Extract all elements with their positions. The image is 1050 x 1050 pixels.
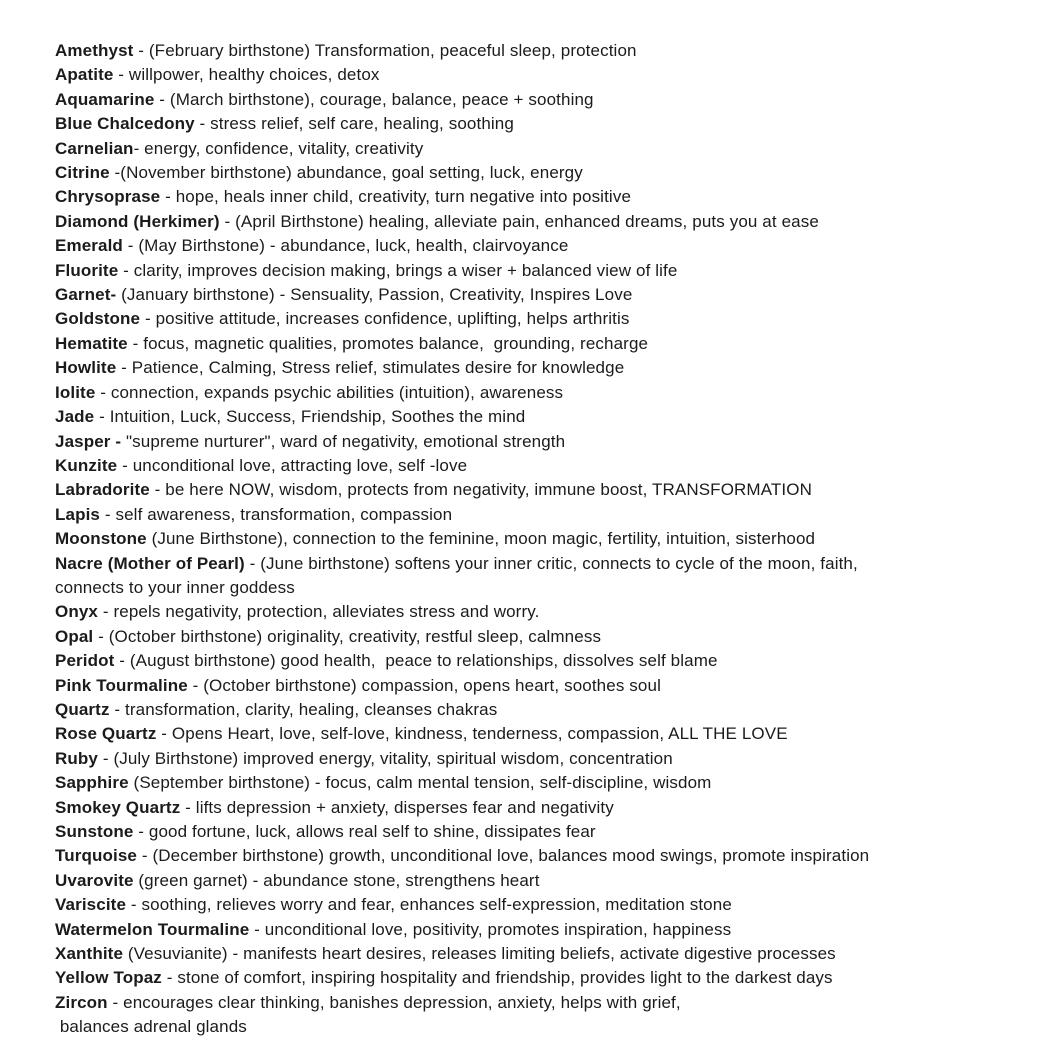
stone-description: - (June birthstone) softens your inner critic, connects to cycle of the moon, faith, connects to your inner goddess (55, 553, 858, 597)
stone-name: Watermelon Tourmaline (55, 919, 250, 939)
stone-name: Citrine (55, 163, 110, 183)
list-item (55, 283, 1010, 307)
list-item (55, 649, 1010, 673)
stone-name: Lapis (55, 504, 101, 524)
stone-description: - unconditional love, attracting love, self -love (117, 455, 468, 475)
list-item (55, 942, 1010, 966)
stone-description: - self awareness, transformation, compassion (100, 504, 453, 524)
list-item (55, 356, 1010, 380)
stone-description: - willpower, healthy choices, detox (113, 65, 380, 85)
stone-name: Goldstone (55, 309, 141, 329)
stone-description: - connection, expands psychic abilities (intuition), awareness (95, 382, 564, 402)
list-item (55, 161, 1010, 185)
stone-description: - stress relief, self care, healing, soothing (194, 114, 514, 134)
list-item (55, 552, 1010, 601)
stone-description: - focus, magnetic qualities, promotes balance, grounding, recharge (127, 333, 649, 353)
stone-name: Amethyst (55, 41, 134, 60)
stone-name: Garnet- (55, 285, 117, 305)
list-item (55, 674, 1010, 698)
stone-name: Apatite (55, 65, 114, 85)
list-item (55, 771, 1010, 795)
stone-description: - good fortune, luck, allows real self to shine, dissipates fear (133, 822, 596, 841)
list-item (55, 600, 1010, 624)
stone-name: Blue Chalcedony (55, 114, 195, 134)
stone-description: - be here NOW, wisdom, protects from negativity, immune boost, TRANSFORMATION (149, 480, 812, 500)
list-item (55, 454, 1010, 478)
list-item (55, 625, 1010, 649)
list-item (55, 503, 1010, 527)
stone-description: (June Birthstone), connection to the feminine, moon magic, fertility, intuition, sisterhood (146, 529, 816, 549)
stone-name: Quartz (55, 699, 110, 719)
stone-description: - (October birthstone) originality, creativity, restful sleep, calmness (93, 626, 602, 646)
list-item (55, 796, 1010, 820)
stone-description: - (May Birthstone) - abundance, luck, health, clairvoyance (122, 236, 569, 256)
stone-description: "supreme nurturer", ward of negativity, emotional strength (121, 431, 566, 451)
stone-name: Variscite (55, 895, 127, 915)
stone-name: Iolite (55, 382, 96, 402)
stone-name: Sunstone (55, 822, 134, 841)
stone-description: - (December birthstone) growth, unconditional love, balances mood swings, promote inspiration (137, 846, 870, 866)
stone-name: Fluorite (55, 260, 119, 280)
stone-description: - repels negativity, protection, alleviates stress and worry. (98, 602, 540, 622)
list-item (55, 893, 1010, 917)
stone-name: Emerald (55, 236, 123, 256)
list-item (55, 185, 1010, 209)
list-item (55, 966, 1010, 990)
stone-name: Turquoise (55, 846, 137, 866)
list-item (55, 747, 1010, 771)
stone-description: (September birthstone) - focus, calm mental tension, self-discipline, wisdom (128, 773, 712, 793)
stone-name: Nacre (Mother of Pearl) (55, 553, 245, 573)
stone-description: - soothing, relieves worry and fear, enhances self-expression, meditation stone (126, 895, 732, 915)
list-item (55, 698, 1010, 722)
stone-name: Jasper - (55, 431, 122, 451)
stone-description: - positive attitude, increases confidence, uplifting, helps arthritis (140, 309, 630, 329)
list-item (55, 381, 1010, 405)
stone-name: Yellow Topaz (55, 968, 162, 988)
stone-description: - transformation, clarity, healing, cleanses chakras (109, 699, 498, 719)
stone-list (55, 39, 1010, 1040)
stone-name: Peridot (55, 651, 115, 671)
stone-name: Chrysoprase (55, 187, 161, 207)
list-item (55, 137, 1010, 161)
list-item (55, 63, 1010, 87)
stone-name: Diamond (Herkimer) (55, 211, 220, 231)
list-item (55, 869, 1010, 893)
stone-name: Rose Quartz (55, 724, 157, 744)
stone-name: Labradorite (55, 480, 150, 500)
stone-description: - (August birthstone) good health, peace to relationships, dissolves self blame (114, 651, 718, 671)
stone-description: (Vesuvianite) - manifests heart desires, releases limiting beliefs, activate digestive processes (123, 944, 836, 964)
stone-description: - clarity, improves decision making, brings a wiser + balanced view of life (118, 260, 678, 280)
stone-name: Xanthite (55, 944, 124, 964)
list-item (55, 88, 1010, 112)
stone-description: - unconditional love, positivity, promotes inspiration, happiness (249, 919, 732, 939)
stone-description: -(November birthstone) abundance, goal setting, luck, energy (109, 163, 583, 183)
stone-description: - encourages clear thinking, banishes depression, anxiety, helps with grief, balances adrenal glands (59, 992, 681, 1037)
stone-name: Onyx (55, 602, 98, 622)
list-item (55, 918, 1010, 942)
list-item (55, 332, 1010, 356)
stone-description: - Opens Heart, love, self-love, kindness, tenderness, compassion, ALL THE LOVE (156, 724, 788, 744)
stone-name: Jade (55, 407, 95, 427)
stone-name: Hematite (55, 333, 128, 353)
list-item (55, 478, 1010, 502)
stone-name: Aquamarine (55, 89, 155, 109)
stone-description: - stone of comfort, inspiring hospitality and friendship, provides light to the darkest days (161, 968, 833, 988)
stone-description: - (July Birthstone) improved energy, vitality, spiritual wisdom, concentration (97, 748, 673, 768)
stone-name: Moonstone (55, 529, 147, 549)
stone-description: - energy, confidence, vitality, creativity (133, 138, 424, 158)
list-item (55, 820, 1010, 844)
stone-name: Uvarovite (55, 870, 134, 890)
list-item (55, 844, 1010, 868)
stone-name: Sapphire (55, 773, 129, 793)
stone-name: Zircon (55, 992, 108, 1012)
stone-description: - Intuition, Luck, Success, Friendship, Soothes the mind (94, 407, 526, 427)
stone-description: - Patience, Calming, Stress relief, stimulates desire for knowledge (116, 358, 625, 378)
stone-description: (green garnet) - abundance stone, strengthens heart (133, 870, 540, 890)
list-item (55, 307, 1010, 331)
list-item (55, 112, 1010, 136)
stone-name: Opal (55, 626, 94, 646)
stone-name: Howlite (55, 358, 117, 378)
stone-description: - hope, heals inner child, creativity, turn negative into positive (160, 187, 632, 207)
list-item (55, 405, 1010, 429)
list-item (55, 430, 1010, 454)
list-item (55, 39, 1010, 63)
stone-name: Pink Tourmaline (55, 675, 188, 695)
stone-description: - lifts depression + anxiety, disperses fear and negativity (180, 797, 614, 817)
list-item (55, 210, 1010, 234)
list-item (55, 259, 1010, 283)
stone-description: - (October birthstone) compassion, opens heart, soothes soul (187, 675, 661, 695)
stone-description: - (February birthstone) Transformation, peaceful sleep, protection (133, 41, 637, 60)
list-item (55, 991, 1010, 1040)
stone-description: (January birthstone) - Sensuality, Passion, Creativity, Inspires Love (116, 285, 633, 305)
stone-description: - (March birthstone), courage, balance, peace + soothing (154, 89, 594, 109)
stone-name: Smokey Quartz (55, 797, 181, 817)
stone-name: Kunzite (55, 455, 118, 475)
stone-name: Carnelian (55, 138, 134, 158)
list-item (55, 722, 1010, 746)
list-item (55, 527, 1010, 551)
list-item (55, 234, 1010, 258)
stone-description: - (April Birthstone) healing, alleviate pain, enhanced dreams, puts you at ease (219, 211, 819, 231)
stone-name: Ruby (55, 748, 98, 768)
